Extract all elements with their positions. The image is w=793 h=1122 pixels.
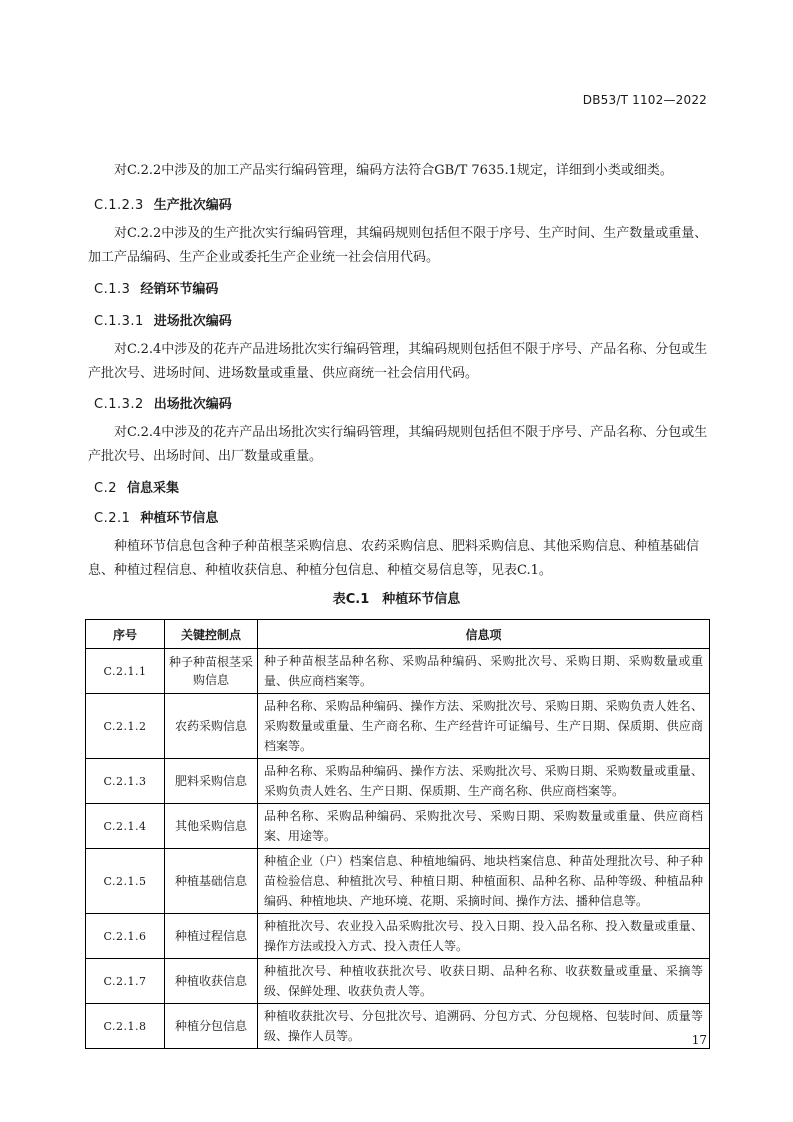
table-row [86, 804, 710, 849]
heading-number: C.2 [94, 481, 117, 496]
row-info-items: 种植批次号、农业投入品采购批次号、投入日期、投入品名称、投入数量或重量、操作方法或投入方式、投入责任人等。 [258, 914, 710, 959]
row-info-items: 种植收获批次号、分包批次号、追溯码、分包方式、分包规格、包装时间、质量等级、操作人员等。 [258, 1004, 710, 1049]
heading-number: C.1.3.1 [94, 314, 144, 329]
heading-c-1-2-3 [94, 194, 232, 213]
row-control-point: 农药采购信息 [165, 694, 258, 759]
heading-title: 出场批次编码 [153, 397, 232, 412]
document-code: DB53/T 1102—2022 [582, 93, 707, 107]
heading-number: C.1.2.3 [94, 198, 144, 213]
table-caption: 表C.1 种植环节信息 [332, 592, 461, 607]
heading-title: 信息采集 [126, 481, 179, 496]
heading-number: C.2.1 [94, 511, 131, 526]
row-info-items: 品种名称、采购品种编码、采购批次号、采购日期、采购数量或重量、供应商档案、用途等。 [258, 804, 710, 849]
table-row [86, 914, 710, 959]
paragraph-3: 对C.2.4中涉及的花卉产品进场批次实行编码管理，其编码规则包括但不限于序号、产品名称、分包或生产批次号、进场时间、进场数量或重量、供应商统一社会信用代码。 [88, 342, 708, 381]
row-control-point: 种植过程信息 [165, 914, 258, 959]
paragraph-4: 对C.2.4中涉及的花卉产品出场批次实行编码管理，其编码规则包括但不限于序号、产品名称、分包或生产批次号、出场时间、出厂数量或重量。 [88, 425, 708, 464]
paragraph-1: 对C.2.2中涉及的加工产品实行编码管理，编码方法符合GB/T 7635.1规定，详细到小类或细类。 [114, 163, 673, 178]
row-control-point: 种植分包信息 [165, 1004, 258, 1049]
table-row [86, 694, 710, 759]
table-row [86, 849, 710, 914]
row-number: C.2.1.4 [86, 804, 165, 849]
column-header-info: 信息项 [258, 620, 710, 649]
table-row [86, 1004, 710, 1049]
heading-number: C.1.3.2 [94, 397, 144, 412]
heading-title: 生产批次编码 [153, 198, 232, 213]
table-header-row [86, 620, 710, 649]
row-number: C.2.1.5 [86, 849, 165, 914]
row-info-items: 品种名称、采购品种编码、操作方法、采购批次号、采购日期、采购负责人姓名、采购数量或重量、生产商名称、生产经营许可证编号、生产日期、保质期、供应商档案等。 [258, 694, 710, 759]
table-row [86, 759, 710, 804]
heading-number: C.1.3 [94, 282, 131, 297]
row-control-point: 种植收获信息 [165, 959, 258, 1004]
paragraph-5: 种植环节信息包含种子种苗根茎采购信息、农药采购信息、肥料采购信息、其他采购信息、种植基础信息、种植过程信息、种植收获信息、种植分包信息、种植交易信息等，见表C.1。 [88, 539, 700, 578]
heading-c-2-1 [94, 507, 218, 526]
column-header-no: 序号 [86, 620, 165, 649]
row-control-point: 种植基础信息 [165, 849, 258, 914]
row-number: C.2.1.6 [86, 914, 165, 959]
heading-c-1-3-1 [94, 310, 232, 329]
row-control-point: 种子种苗根茎采购信息 [165, 649, 258, 694]
column-header-point: 关键控制点 [165, 620, 258, 649]
heading-title: 经销环节编码 [140, 282, 219, 297]
heading-title: 进场批次编码 [153, 314, 232, 329]
page-number: 17 [691, 1033, 707, 1047]
row-number: C.2.1.1 [86, 649, 165, 694]
planting-info-table [85, 619, 710, 1049]
heading-c-1-3 [94, 278, 218, 297]
heading-c-1-3-2 [94, 393, 232, 412]
row-control-point: 其他采购信息 [165, 804, 258, 849]
table-row [86, 649, 710, 694]
row-info-items: 种植批次号、种植收获批次号、收获日期、品种名称、收获数量或重量、采摘等级、保鲜处理、收获负责人等。 [258, 959, 710, 1004]
row-control-point: 肥料采购信息 [165, 759, 258, 804]
heading-c-2 [94, 477, 179, 496]
paragraph-2: 对C.2.2中涉及的生产批次实行编码管理，其编码规则包括但不限于序号、生产时间、生产数量或重量、加工产品编码、生产企业或委托生产企业统一社会信用代码。 [88, 226, 708, 265]
heading-title: 种植环节信息 [140, 511, 219, 526]
row-info-items: 品种名称、采购品种编码、操作方法、采购批次号、采购日期、采购数量或重量、采购负责人姓名、生产日期、保质期、生产商名称、供应商档案等。 [258, 759, 710, 804]
row-info-items: 种子种苗根茎品种名称、采购品种编码、采购批次号、采购日期、采购数量或重量、供应商档案等。 [258, 649, 710, 694]
row-number: C.2.1.7 [86, 959, 165, 1004]
row-number: C.2.1.8 [86, 1004, 165, 1049]
row-number: C.2.1.3 [86, 759, 165, 804]
table-row [86, 959, 710, 1004]
row-number: C.2.1.2 [86, 694, 165, 759]
row-info-items: 种植企业（户）档案信息、种植地编码、地块档案信息、种苗处理批次号、种子种苗检验信息、种植批次号、种植日期、种植面积、品种名称、品种等级、种植品种编码、种植地块、产地环境、花期、采摘时间、操作方法、播种信息等。 [258, 849, 710, 914]
